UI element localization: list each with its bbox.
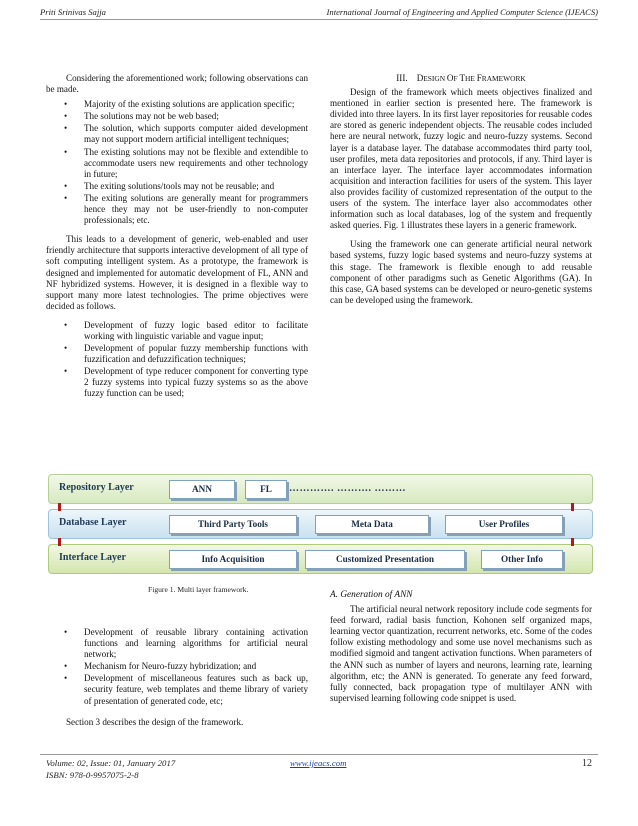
list-item: • Development of popular fuzzy membership functions with fuzzification and defuzzification techniques; [46, 343, 308, 365]
interface-layer-label: Interface Layer [59, 552, 126, 563]
interface-layer [48, 544, 593, 574]
database-layer-label: Database Layer [59, 517, 127, 528]
repository-layer-label: Repository Layer [59, 482, 134, 493]
list-item: • Development of reusable library containing activation functions and learning algorithms for artificial neural network; [46, 627, 308, 660]
subsection-heading: A. Generation of ANN [330, 590, 413, 600]
page-number: 12 [582, 758, 592, 769]
running-header-journal: International Journal of Engineering and Applied Computer Science (IJEACS) [326, 7, 598, 17]
meta-data-box: Meta Data [315, 515, 429, 534]
right-column-upper [330, 73, 592, 306]
section-reference-paragraph: Section 3 describes the design of the framework. [66, 716, 244, 727]
footer-volume: Volume: 02, Issue: 01, January 2017 [46, 758, 176, 768]
fl-box: FL [245, 480, 287, 499]
ann-generation-paragraph: The artificial neural network repository include code segments for feed forward, radial basis function, Kohonen self organized maps, learning vector quantization, recurrent networks, etc. Some of the codes follow existing methodology and some use novel mechanisms such as modified sigmoid and tangent activation functions. When parameters of the ANN such as number of layers and neurons, learning rate, learning algorithm, etc; the ANN is generated. To generate any feed forward, fully connected, back propagation type of multilayer ANN with supervised learning following code snippet is used. [330, 604, 592, 703]
user-profiles-box: User Profiles [445, 515, 563, 534]
list-item: • Development of type reducer component for converting type 2 fuzzy systems into typical fuzzy systems so as the above fuzzy function can be used; [46, 366, 308, 399]
list-item: • The existing solutions may not be flexible and extendible to accommodate users new requirements and other technology in future; [46, 147, 308, 180]
footer-isbn: ISBN: 978-0-9957075-2-8 [46, 770, 139, 780]
objectives-list-continued [46, 627, 308, 707]
right-column-lower [330, 590, 592, 704]
list-item: • The solutions may not be web based; [46, 111, 308, 122]
layer-connector-marker [58, 538, 61, 546]
list-item: • The exiting solutions are generally meant for programmers hence they may not be user-friendly to non-computer professionals; etc. [46, 193, 308, 226]
intro-paragraph: Considering the aforementioned work; following observations can be made. [46, 73, 308, 95]
left-column-upper [46, 73, 308, 401]
figure-caption: Figure 1. Multi layer framework. [148, 585, 249, 594]
journal-website-link[interactable]: www.ijeacs.com [290, 758, 347, 768]
list-item: • The solution, which supports computer aided development may not support modern artificial intelligent techniques; [46, 123, 308, 145]
info-acquisition-box: Info Acquisition [169, 550, 297, 569]
third-party-tools-box: Third Party Tools [169, 515, 297, 534]
layer-connector-marker [571, 538, 574, 546]
header-rule [40, 19, 598, 20]
objectives-intro-paragraph: This leads to a development of generic, web-enabled and user friendly architecture that supports interactive development of all type of soft computing intelligent system. As a prototype, the framework is designed and implemented for automatic development of FL, ANN and NF hybridized systems. However, it is designed in a flexible way to support many more latest technologies. The prime objectives were decided as follows. [46, 234, 308, 311]
observations-list [46, 99, 308, 226]
list-item: • Mechanism for Neuro-fuzzy hybridization; and [46, 661, 308, 672]
running-header-author: Priti Srinivas Sajja [40, 7, 106, 17]
list-item: • Majority of the existing solutions are application specific; [46, 99, 308, 110]
multi-layer-framework-figure [48, 474, 591, 576]
list-item: • Development of miscellaneous features such as back up, security feature, web templates and theme library of variety of presentation of generated code, etc; [46, 673, 308, 706]
other-info-box: Other Info [481, 550, 563, 569]
list-item: • The exiting solutions/tools may not be reusable; and [46, 181, 308, 192]
list-item: • Development of fuzzy logic based editor to facilitate working with linguistic variable and vague input; [46, 320, 308, 342]
footer-rule [40, 754, 598, 755]
framework-paragraph-1: Design of the framework which meets objectives finalized and mentioned in earlier section is presented here. The framework is divided into three layers. In its first layer repositories for reusable codes are stored as generic independent objects. The reusable codes included here are neural network, fuzzy logic and neuro-fuzzy systems. Second layer is a database layer. The database accommodates third party tool, user profiles, meta data repositories and protocols, if any. Third layer is an interface layer. The interface layer accommodates information acquisition and interaction facilities for users of the system. This layer also provides facility of customized representation of the output to the users of the system. The interface layer also accommodates other information such as local databases, log of the system and frequently asked queries. Fig. 1 illustrates these layers in a generic framework. [330, 87, 592, 231]
framework-paragraph-2: Using the framework one can generate artificial neural network based systems, fuzzy logic based systems and neuro-fuzzy systems at this stage. The framework is flexible enough to add reusable component of other paradigms such as Genetic Algorithms (GA). In this case, GA based systems can be developed or neuro-genetic systems can be developed using the framework. [330, 239, 592, 305]
repository-layer [48, 474, 593, 504]
section-heading: III. DESIGN OF THE FRAMEWORK [396, 73, 526, 83]
objectives-list [46, 320, 308, 400]
repository-more-items: …………. ………. ……… [289, 483, 406, 494]
database-layer [48, 509, 593, 539]
left-column-lower [46, 627, 308, 728]
layer-connector-marker [571, 503, 574, 511]
customized-presentation-box: Customized Presentation [305, 550, 465, 569]
ann-box: ANN [169, 480, 235, 499]
layer-connector-marker [58, 503, 61, 511]
